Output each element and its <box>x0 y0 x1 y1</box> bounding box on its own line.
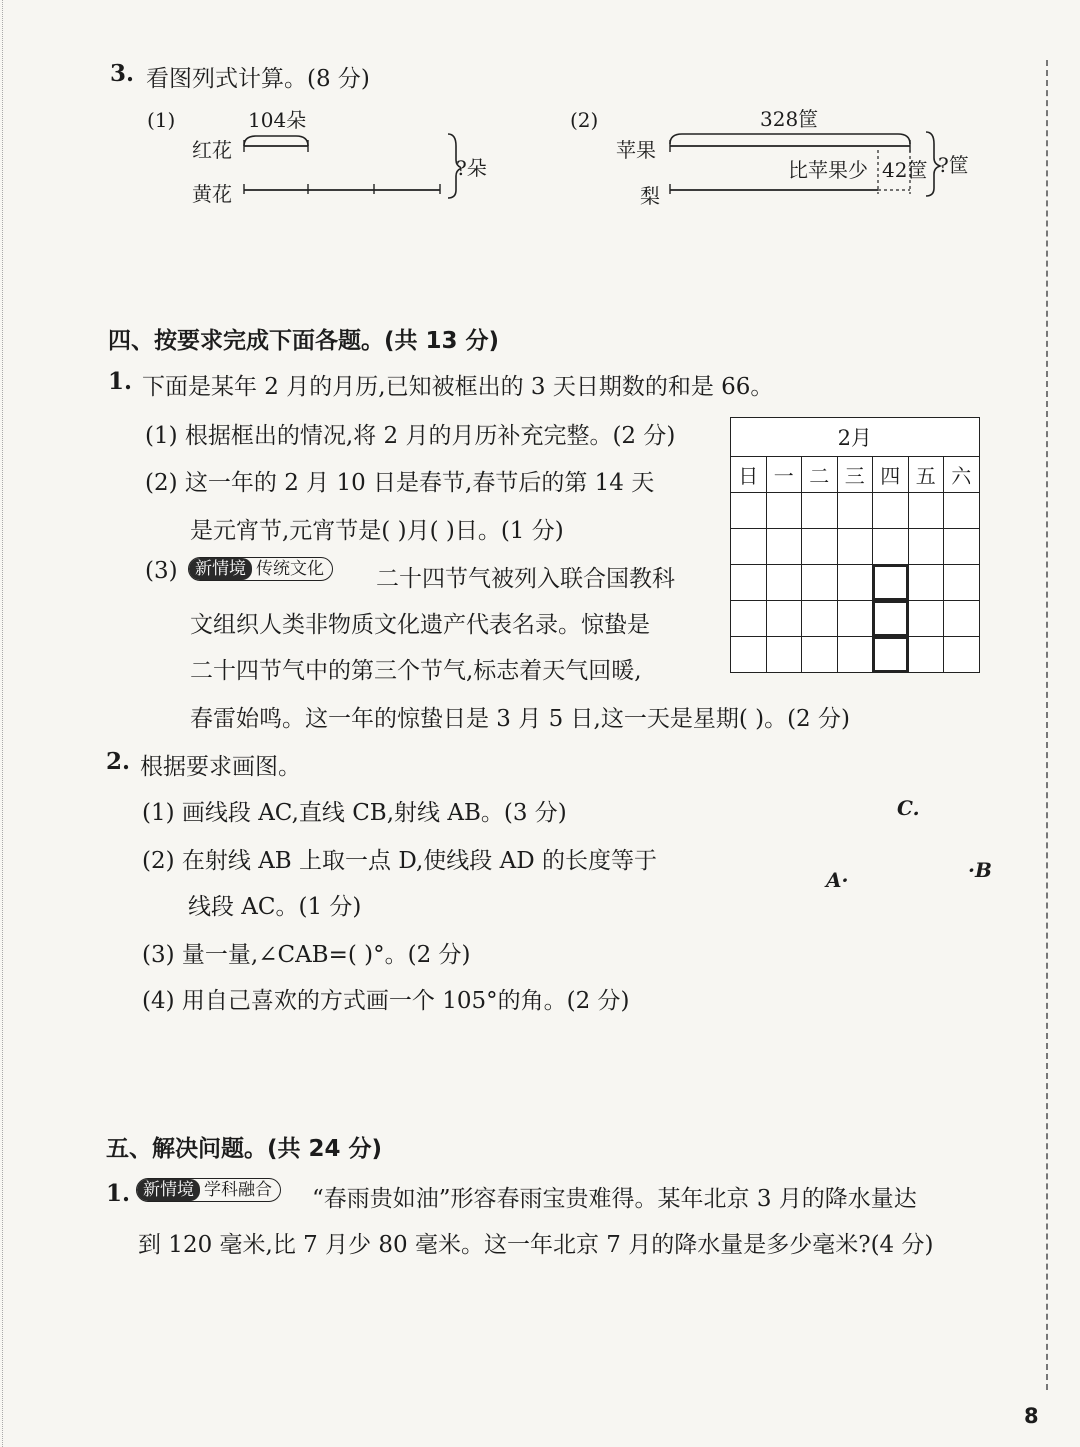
weekday-mon: 一 <box>766 457 802 493</box>
page-number: 8 <box>1024 1404 1039 1428</box>
calendar-cell[interactable] <box>802 637 838 673</box>
s4-q1-number: 1. <box>108 368 133 395</box>
s4-q1-text: 下面是某年 2 月的月历,已知被框出的 3 天日期数的和是 66。 <box>142 374 774 400</box>
s4-q1-sub3-line4: 春雷始鸣。这一年的惊蛰日是 3 月 5 日,这一天是星期( )。(2 分) <box>190 706 850 732</box>
tag-interdisciplinary: 学科融合 <box>204 1180 272 1200</box>
s4-q2-number: 2. <box>106 748 131 775</box>
q3-p2-less-text: 比苹果少 <box>788 158 868 182</box>
s4-q2-sub4: (4) 用自己喜欢的方式画一个 105°的角。(2 分) <box>142 988 630 1014</box>
calendar-cell[interactable] <box>731 637 767 673</box>
s4-q1-sub3-number: (3) <box>145 558 178 584</box>
section4-header: 四、按要求完成下面各题。(共 13 分) <box>108 328 500 354</box>
s4-q1-sub2-line2: 是元宵节,元宵节是( )月( )日。(1 分) <box>190 518 564 544</box>
q3-p1-row1-label: 红花 <box>192 138 232 162</box>
s4-q2-text: 根据要求画图。 <box>140 754 301 780</box>
s5-q1-line1: “春雨贵如油”形容春雨宝贵难得。某年北京 3 月的降水量达 <box>312 1186 917 1212</box>
q3-p2-number: (2) <box>570 108 599 132</box>
q3-p1-diagram <box>236 128 461 203</box>
s4-q2-sub2-line2: 线段 AC。(1 分) <box>188 894 362 920</box>
calendar-cell[interactable] <box>944 493 980 529</box>
q3-p2-question: ?筐 <box>938 153 969 177</box>
s5-q1-number: 1. <box>106 1180 131 1207</box>
weekday-fri: 五 <box>908 457 944 493</box>
calendar-cell[interactable] <box>944 637 980 673</box>
s4-q1-sub1: (1) 根据框出的情况,将 2 月的月历补充完整。(2 分) <box>145 423 676 449</box>
calendar-cell[interactable] <box>944 601 980 637</box>
weekday-sat: 六 <box>944 457 980 493</box>
calendar-cell[interactable] <box>766 565 802 601</box>
tag-traditional-culture: 传统文化 <box>256 559 324 579</box>
calendar-cell[interactable] <box>766 637 802 673</box>
calendar-cell-framed[interactable] <box>873 601 909 637</box>
tag-new-context: 新情境 <box>137 1179 200 1201</box>
calendar-cell[interactable] <box>766 601 802 637</box>
weekday-wed: 三 <box>837 457 873 493</box>
calendar-cell[interactable] <box>766 493 802 529</box>
q3-p2-row2-label: 梨 <box>640 184 660 208</box>
s4-q2-sub2-line1: (2) 在射线 AB 上取一点 D,使线段 AD 的长度等于 <box>142 848 657 874</box>
calendar-cell-framed[interactable] <box>873 565 909 601</box>
s4-q1-sub3-line3: 二十四节气中的第三个节气,标志着天气回暖, <box>190 658 642 684</box>
s5-q1-line2: 到 120 毫米,比 7 月少 80 毫米。这一年北京 7 月的降水量是多少毫米?(4 分) <box>138 1232 934 1258</box>
calendar-cell[interactable] <box>837 565 873 601</box>
calendar-cell[interactable] <box>944 565 980 601</box>
point-c: C. <box>897 796 920 820</box>
calendar-cell[interactable] <box>802 565 838 601</box>
binding-dashed-line <box>1046 60 1048 1390</box>
q3-p1-question: ?朵 <box>456 156 487 180</box>
weekday-thu: 四 <box>873 457 909 493</box>
calendar-cell[interactable] <box>837 601 873 637</box>
calendar-cell[interactable] <box>837 529 873 565</box>
q3-p1-number: (1) <box>147 108 176 132</box>
s4-q1-sub2-line1: (2) 这一年的 2 月 10 日是春节,春节后的第 14 天 <box>145 470 655 496</box>
february-calendar <box>730 417 980 673</box>
page-edge <box>2 0 3 1447</box>
q3-title: 看图列式计算。(8 分) <box>146 66 370 92</box>
s4-q1-tag <box>188 557 333 581</box>
calendar-cell[interactable] <box>837 637 873 673</box>
weekday-tue: 二 <box>802 457 838 493</box>
section5-header: 五、解决问题。(共 24 分) <box>106 1136 383 1162</box>
calendar-cell[interactable] <box>802 493 838 529</box>
s4-q1-sub3-line2: 文组织人类非物质文化遗产代表名录。惊蛰是 <box>190 612 650 638</box>
calendar-cell[interactable] <box>731 565 767 601</box>
point-b: ·B <box>968 858 992 882</box>
calendar-cell[interactable] <box>731 601 767 637</box>
calendar-title: 2月 <box>731 418 980 457</box>
s4-q2-sub1: (1) 画线段 AC,直线 CB,射线 AB。(3 分) <box>142 800 567 826</box>
calendar-cell[interactable] <box>908 529 944 565</box>
q3-p2-top-label: 328筐 <box>760 107 819 131</box>
weekday-sun: 日 <box>731 457 767 493</box>
q3-p1-row2-label: 黄花 <box>192 182 232 206</box>
calendar-cell-framed[interactable] <box>873 637 909 673</box>
point-a: A· <box>826 868 849 892</box>
calendar-cell[interactable] <box>908 601 944 637</box>
calendar-cell[interactable] <box>731 529 767 565</box>
calendar-cell[interactable] <box>944 529 980 565</box>
s4-q1-sub3-line1: 二十四节气被列入联合国教科 <box>376 566 675 592</box>
calendar-cell[interactable] <box>766 529 802 565</box>
calendar-cell[interactable] <box>837 493 873 529</box>
calendar-cell[interactable] <box>802 601 838 637</box>
q3-number: 3. <box>110 60 135 87</box>
q3-p1-top-label: 104朵 <box>248 108 307 132</box>
q3-p2-diff: 42筐 <box>882 158 928 182</box>
calendar-cell[interactable] <box>908 493 944 529</box>
s4-q2-sub3: (3) 量一量,∠CAB=( )°。(2 分) <box>142 942 471 968</box>
calendar-cell[interactable] <box>873 529 909 565</box>
calendar-cell[interactable] <box>873 493 909 529</box>
calendar-cell[interactable] <box>908 637 944 673</box>
s5-q1-tag <box>136 1178 281 1202</box>
calendar-cell[interactable] <box>802 529 838 565</box>
calendar-cell[interactable] <box>908 565 944 601</box>
q3-p2-diagram <box>664 126 944 201</box>
q3-p2-row1-label: 苹果 <box>616 138 656 162</box>
calendar-cell[interactable] <box>731 493 767 529</box>
tag-new-context: 新情境 <box>189 558 252 580</box>
